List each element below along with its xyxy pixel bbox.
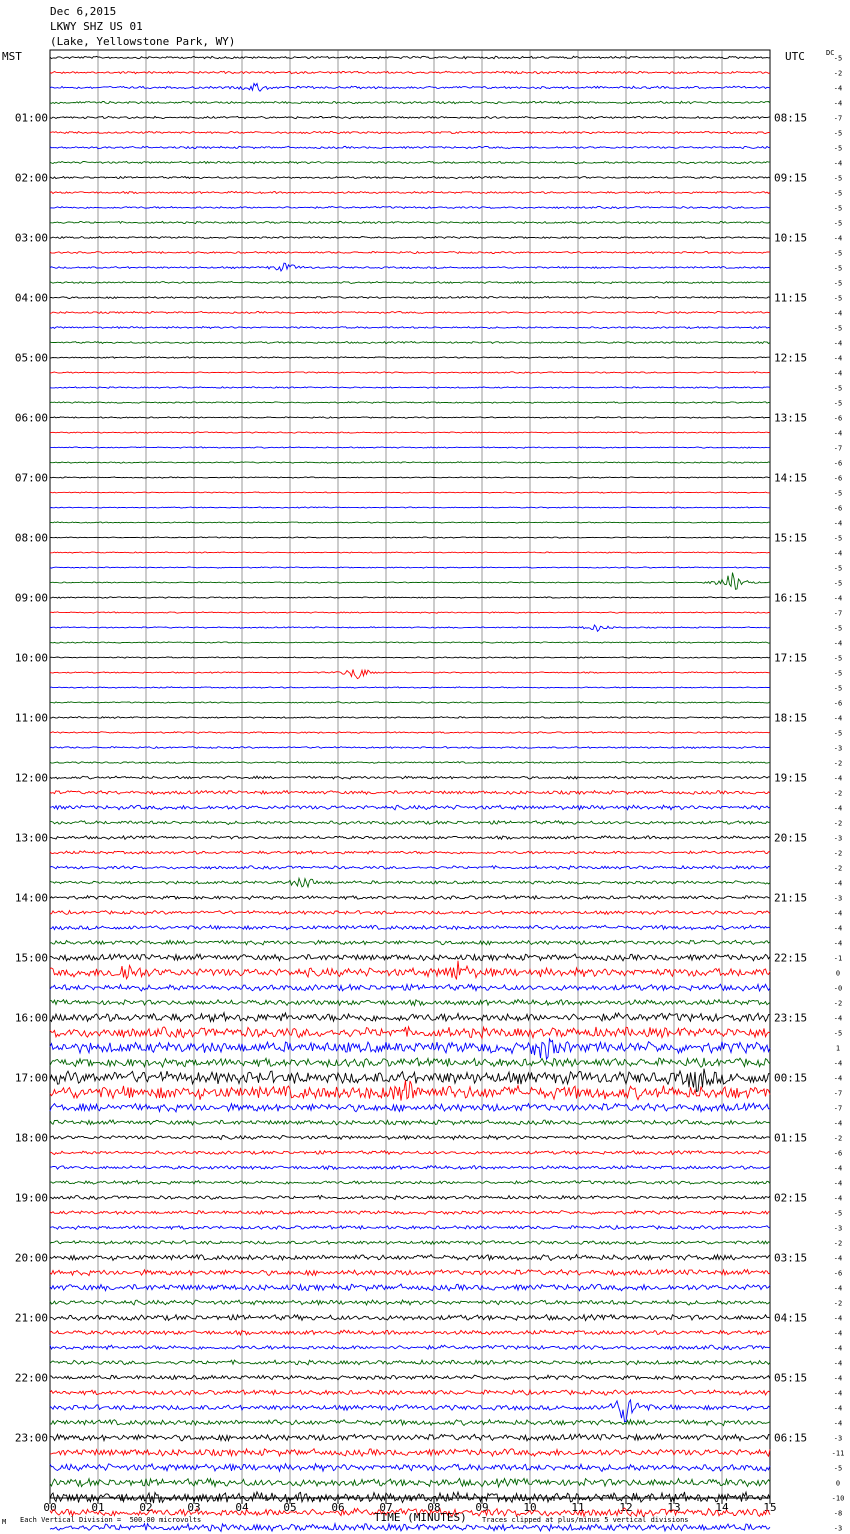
seismic-trace — [50, 1400, 770, 1422]
seismic-trace — [50, 387, 770, 389]
dc-offset-label: -4 — [833, 774, 843, 783]
seismic-trace — [50, 492, 770, 493]
seismic-trace — [50, 1226, 770, 1230]
dc-offset-label: -5 — [833, 294, 843, 303]
dc-offset-label: -8 — [833, 1509, 843, 1518]
seismic-trace — [50, 327, 770, 329]
dc-offset-label: -4 — [833, 804, 843, 813]
seismic-trace — [50, 357, 770, 359]
seismic-trace — [50, 1345, 770, 1350]
dc-offset-label: -4 — [833, 1404, 843, 1413]
dc-offset-label: -6 — [833, 474, 843, 483]
hour-label-right: 13:15 — [774, 411, 808, 425]
seismic-trace — [50, 176, 770, 178]
seismic-trace — [50, 1058, 770, 1067]
seismic-trace — [50, 1300, 770, 1305]
dc-offset-label: 0 — [835, 1479, 841, 1488]
dc-offset-label: -4 — [833, 1284, 843, 1293]
dc-offset-label: -7 — [833, 609, 843, 618]
hour-label-left: 23:00 — [14, 1431, 48, 1445]
seismic-trace — [50, 1390, 770, 1395]
seismic-trace — [50, 1196, 770, 1200]
seismic-trace — [50, 372, 770, 374]
hour-label-right: 16:15 — [774, 591, 808, 605]
dc-offset-label: -4 — [833, 339, 843, 348]
dc-offset-label: -4 — [833, 1194, 843, 1203]
dc-offset-label: -4 — [833, 84, 843, 93]
hour-label-left: 22:00 — [14, 1371, 48, 1385]
dc-offset-label: -6 — [833, 459, 843, 468]
seismic-trace — [50, 940, 770, 945]
hour-label-left: 21:00 — [14, 1311, 48, 1325]
hour-label-left: 08:00 — [14, 531, 48, 545]
dc-offset-label: -4 — [833, 1119, 843, 1128]
dc-offset-label: -2 — [833, 1299, 843, 1308]
dc-offset-label: -4 — [833, 159, 843, 168]
seismic-trace — [50, 1080, 770, 1100]
dc-offset-label: -4 — [833, 594, 843, 603]
hour-label-left: 17:00 — [14, 1071, 48, 1085]
dc-offset-label: -5 — [833, 1464, 843, 1473]
seismic-trace — [50, 612, 770, 613]
seismic-trace — [50, 1103, 770, 1112]
hour-label-right: 04:15 — [774, 1311, 808, 1325]
seismic-trace — [50, 573, 770, 590]
x-tick-label: 02 — [139, 1501, 153, 1514]
date-label: Dec 6,2015 — [50, 5, 117, 18]
dc-offset-label: -10 — [831, 1494, 845, 1503]
x-tick-label: 08 — [427, 1501, 441, 1514]
seismic-trace — [50, 1464, 770, 1472]
seismic-trace — [50, 984, 770, 991]
dc-offset-label: -6 — [833, 414, 843, 423]
seismic-trace — [50, 805, 770, 810]
hour-label-left: 09:00 — [14, 591, 48, 605]
seismic-trace — [50, 1000, 770, 1006]
seismic-trace — [50, 56, 770, 59]
hour-label-left: 18:00 — [14, 1131, 48, 1145]
x-tick-label: 09 — [475, 1501, 489, 1514]
seismic-trace — [50, 237, 770, 239]
dc-label: DC — [826, 49, 835, 57]
dc-offset-label: -2 — [833, 759, 843, 768]
seismic-trace — [50, 1420, 770, 1426]
seismic-trace — [50, 462, 770, 463]
seismic-trace — [50, 282, 770, 284]
hour-label-left: 14:00 — [14, 891, 48, 905]
seismic-trace — [50, 625, 770, 631]
dc-offset-label: -5 — [833, 54, 843, 63]
dc-offset-label: -5 — [833, 1029, 843, 1038]
dc-offset-label: -5 — [833, 384, 843, 393]
x-tick-label: 06 — [331, 1501, 345, 1514]
dc-offset-label: -6 — [833, 699, 843, 708]
seismic-trace — [50, 1013, 770, 1022]
seismic-trace — [50, 342, 770, 344]
dc-offset-label: -5 — [833, 624, 843, 633]
seismic-trace — [50, 71, 770, 74]
dc-offset-label: -4 — [833, 1344, 843, 1353]
seismic-trace — [50, 687, 770, 688]
seismic-trace — [50, 1284, 770, 1291]
seismic-trace — [50, 866, 770, 870]
seismic-trace — [50, 1151, 770, 1155]
hour-label-right: 18:15 — [774, 711, 808, 725]
seismic-trace — [50, 116, 770, 118]
seismic-trace — [50, 1069, 770, 1092]
hour-label-right: 14:15 — [774, 471, 808, 485]
hour-label-right: 21:15 — [774, 891, 808, 905]
hour-label-left: 02:00 — [14, 171, 48, 185]
seismic-trace — [50, 522, 770, 523]
seismic-trace — [50, 537, 770, 538]
hour-label-right: 01:15 — [774, 1131, 808, 1145]
dc-offset-label: -4 — [833, 909, 843, 918]
seismic-trace — [50, 252, 770, 254]
x-tick-label: 05 — [283, 1501, 297, 1514]
dc-offset-label: -5 — [833, 579, 843, 588]
dc-offset-label: -2 — [833, 849, 843, 858]
dc-offset-label: -5 — [833, 279, 843, 288]
dc-offset-label: -5 — [833, 729, 843, 738]
seismic-trace — [50, 447, 770, 448]
scale-note: Each Vertical Division = 500.00 microvolts — [20, 1516, 202, 1524]
dc-offset-label: -5 — [833, 684, 843, 693]
seismic-trace — [50, 1166, 770, 1170]
dc-offset-label: -7 — [833, 1089, 843, 1098]
seismic-trace — [50, 161, 770, 163]
dc-offset-label: -4 — [833, 879, 843, 888]
seismic-trace — [50, 83, 770, 91]
seismic-trace — [50, 552, 770, 553]
hour-label-right: 02:15 — [774, 1191, 808, 1205]
seismic-trace — [50, 776, 770, 779]
dc-offset-label: -5 — [833, 1209, 843, 1218]
seismic-trace — [50, 597, 770, 598]
dc-offset-label: -4 — [833, 1374, 843, 1383]
dc-offset-label: -4 — [833, 309, 843, 318]
dc-offset-label: -5 — [833, 219, 843, 228]
x-axis-label: TIME (MINUTES) — [374, 1511, 467, 1524]
seismic-trace — [50, 312, 770, 314]
seismic-trace — [50, 101, 770, 104]
dc-offset-label: -5 — [833, 534, 843, 543]
dc-offset-label: 0 — [835, 969, 841, 978]
dc-offset-label: -4 — [833, 519, 843, 528]
dc-offset-label: -7 — [833, 444, 843, 453]
corner-mark: M — [2, 1518, 7, 1526]
hour-label-right: 22:15 — [774, 951, 808, 965]
hour-label-right: 00:15 — [774, 1071, 808, 1085]
dc-offset-label: -4 — [833, 1389, 843, 1398]
seismic-trace — [50, 191, 770, 193]
seismic-trace — [50, 263, 770, 271]
seismic-trace — [50, 657, 770, 658]
seismic-trace — [50, 911, 770, 915]
dc-offset-label: -6 — [833, 1149, 843, 1158]
x-tick-label: 12 — [619, 1501, 633, 1514]
dc-offset-label: -5 — [833, 129, 843, 138]
dc-offset-label: -2 — [833, 69, 843, 78]
seismic-trace — [50, 925, 770, 930]
x-tick-label: 00 — [43, 1501, 57, 1514]
dc-offset-label: -4 — [833, 924, 843, 933]
dc-offset-label: -5 — [833, 174, 843, 183]
x-tick-label: 15 — [763, 1501, 777, 1514]
x-tick-label: 14 — [715, 1501, 729, 1514]
dc-offset-label: -4 — [833, 639, 843, 648]
hour-label-right: 06:15 — [774, 1431, 808, 1445]
hour-label-left: 12:00 — [14, 771, 48, 785]
seismic-trace — [50, 1120, 770, 1125]
seismic-trace — [50, 642, 770, 643]
seismic-trace — [50, 567, 770, 568]
dc-offset-label: -5 — [833, 189, 843, 198]
hour-label-right: 20:15 — [774, 831, 808, 845]
seismic-trace — [50, 1255, 770, 1261]
x-tick-label: 07 — [379, 1501, 393, 1514]
dc-offset-label: -2 — [833, 819, 843, 828]
dc-offset-label: -5 — [833, 399, 843, 408]
dc-offset-label: -5 — [833, 249, 843, 258]
seismic-trace — [50, 417, 770, 418]
dc-offset-label: -5 — [833, 324, 843, 333]
hour-label-left: 06:00 — [14, 411, 48, 425]
dc-offset-label: -5 — [833, 264, 843, 273]
seismic-trace — [50, 206, 770, 208]
dc-offset-label: -5 — [833, 489, 843, 498]
hour-label-left: 04:00 — [14, 291, 48, 305]
seismic-trace — [50, 1524, 770, 1532]
hour-label-left: 11:00 — [14, 711, 48, 725]
x-tick-label: 10 — [523, 1501, 537, 1514]
seismic-trace — [50, 402, 770, 404]
seismic-trace — [50, 507, 770, 508]
dc-offset-label: -4 — [833, 1329, 843, 1338]
x-tick-label: 03 — [187, 1501, 201, 1514]
dc-offset-label: -3 — [833, 1524, 843, 1533]
seismic-trace — [50, 1039, 770, 1059]
seismic-trace — [50, 221, 770, 223]
seismic-trace — [50, 1478, 770, 1487]
seismic-trace — [50, 851, 770, 854]
dc-offset-label: -4 — [833, 369, 843, 378]
dc-offset-label: -4 — [833, 549, 843, 558]
dc-offset-label: -2 — [833, 864, 843, 873]
seismic-trace — [50, 732, 770, 734]
seismic-trace — [50, 717, 770, 719]
hour-label-right: 12:15 — [774, 351, 808, 365]
seismic-trace — [50, 896, 770, 900]
hour-label-left: 10:00 — [14, 651, 48, 665]
dc-offset-label: -4 — [833, 714, 843, 723]
clip-note: Traces clipped at plus/minus 5 vertical divisions — [482, 1516, 689, 1524]
seismic-trace — [50, 1181, 770, 1185]
seismic-trace — [50, 432, 770, 433]
dc-offset-label: -4 — [833, 354, 843, 363]
dc-offset-label: -4 — [833, 1164, 843, 1173]
hour-label-left: 07:00 — [14, 471, 48, 485]
seismic-trace — [50, 1270, 770, 1276]
hour-label-right: 17:15 — [774, 651, 808, 665]
dc-offset-label: -3 — [833, 894, 843, 903]
dc-offset-label: -5 — [833, 204, 843, 213]
dc-offset-label: -11 — [831, 1449, 845, 1458]
dc-offset-label: -4 — [833, 1314, 843, 1323]
seismic-trace — [50, 670, 770, 679]
hour-label-right: 03:15 — [774, 1251, 808, 1265]
dc-offset-label: -2 — [833, 1134, 843, 1143]
seismic-trace — [50, 1241, 770, 1245]
left-timezone-label: MST — [2, 50, 22, 63]
hour-label-right: 09:15 — [774, 171, 808, 185]
seismic-trace — [50, 1375, 770, 1380]
x-tick-label: 13 — [667, 1501, 681, 1514]
seismic-trace — [50, 836, 770, 840]
seismic-trace — [50, 1360, 770, 1365]
seismic-trace — [50, 146, 770, 148]
dc-offset-label: -4 — [833, 429, 843, 438]
dc-offset-label: -4 — [833, 1074, 843, 1083]
seismic-trace — [50, 747, 770, 749]
dc-offset-label: -4 — [833, 1359, 843, 1368]
dc-offset-label: -1 — [833, 954, 843, 963]
seismic-trace — [50, 1315, 770, 1321]
dc-offset-label: -2 — [833, 789, 843, 798]
hour-label-left: 20:00 — [14, 1251, 48, 1265]
dc-offset-label: -4 — [833, 99, 843, 108]
dc-offset-label: -6 — [833, 504, 843, 513]
dc-offset-label: -3 — [833, 1434, 843, 1443]
dc-offset-label: -4 — [833, 1254, 843, 1263]
hour-label-right: 15:15 — [774, 531, 808, 545]
hour-label-right: 05:15 — [774, 1371, 808, 1385]
hour-label-left: 16:00 — [14, 1011, 48, 1025]
hour-label-right: 08:15 — [774, 111, 808, 125]
hour-label-right: 23:15 — [774, 1011, 808, 1025]
dc-offset-label: -4 — [833, 234, 843, 243]
seismic-trace — [50, 1027, 770, 1038]
x-tick-label: 11 — [571, 1501, 585, 1514]
dc-offset-label: -2 — [833, 1239, 843, 1248]
hour-label-left: 13:00 — [14, 831, 48, 845]
x-tick-label: 01 — [91, 1501, 105, 1514]
dc-offset-label: -0 — [833, 984, 843, 993]
right-timezone-label: UTC — [785, 50, 805, 63]
seismic-trace — [50, 1434, 770, 1441]
hour-label-left: 15:00 — [14, 951, 48, 965]
dc-offset-label: -2 — [833, 999, 843, 1008]
hour-label-left: 01:00 — [14, 111, 48, 125]
seismic-trace — [50, 878, 770, 887]
seismic-trace — [50, 1135, 770, 1139]
dc-offset-label: -5 — [833, 669, 843, 678]
x-tick-label: 04 — [235, 1501, 249, 1514]
dc-offset-label: -3 — [833, 834, 843, 843]
hour-label-right: 19:15 — [774, 771, 808, 785]
hour-label-left: 19:00 — [14, 1191, 48, 1205]
hour-label-right: 11:15 — [774, 291, 808, 305]
dc-offset-label: -5 — [833, 654, 843, 663]
seismic-trace — [50, 961, 770, 980]
seismic-trace — [50, 477, 770, 478]
seismic-trace — [50, 1211, 770, 1215]
dc-offset-label: -4 — [833, 939, 843, 948]
seismic-trace — [50, 821, 770, 825]
seismic-trace — [50, 954, 770, 961]
dc-offset-label: -6 — [833, 1269, 843, 1278]
dc-offset-label: 1 — [835, 1044, 841, 1053]
dc-offset-label: -7 — [833, 1104, 843, 1113]
location-label: (Lake, Yellowstone Park, WY) — [50, 35, 236, 48]
seismic-trace — [50, 1449, 770, 1457]
dc-offset-label: -4 — [833, 1179, 843, 1188]
seismic-trace — [50, 131, 770, 133]
dc-offset-label: -5 — [833, 564, 843, 573]
dc-offset-label: -4 — [833, 1014, 843, 1023]
dc-offset-label: -3 — [833, 744, 843, 753]
seismic-trace — [50, 1330, 770, 1335]
dc-offset-label: -5 — [833, 144, 843, 153]
seismic-trace — [50, 702, 770, 703]
hour-label-left: 05:00 — [14, 351, 48, 365]
station-label: LKWY SHZ US 01 — [50, 20, 143, 33]
dc-offset-label: -3 — [833, 1224, 843, 1233]
dc-offset-label: -7 — [833, 114, 843, 123]
seismic-trace — [50, 762, 770, 764]
hour-label-right: 10:15 — [774, 231, 808, 245]
dc-offset-label: -4 — [833, 1059, 843, 1068]
dc-offset-label: -4 — [833, 1419, 843, 1428]
hour-label-left: 03:00 — [14, 231, 48, 245]
seismic-trace — [50, 297, 770, 299]
seismic-trace — [50, 791, 770, 795]
